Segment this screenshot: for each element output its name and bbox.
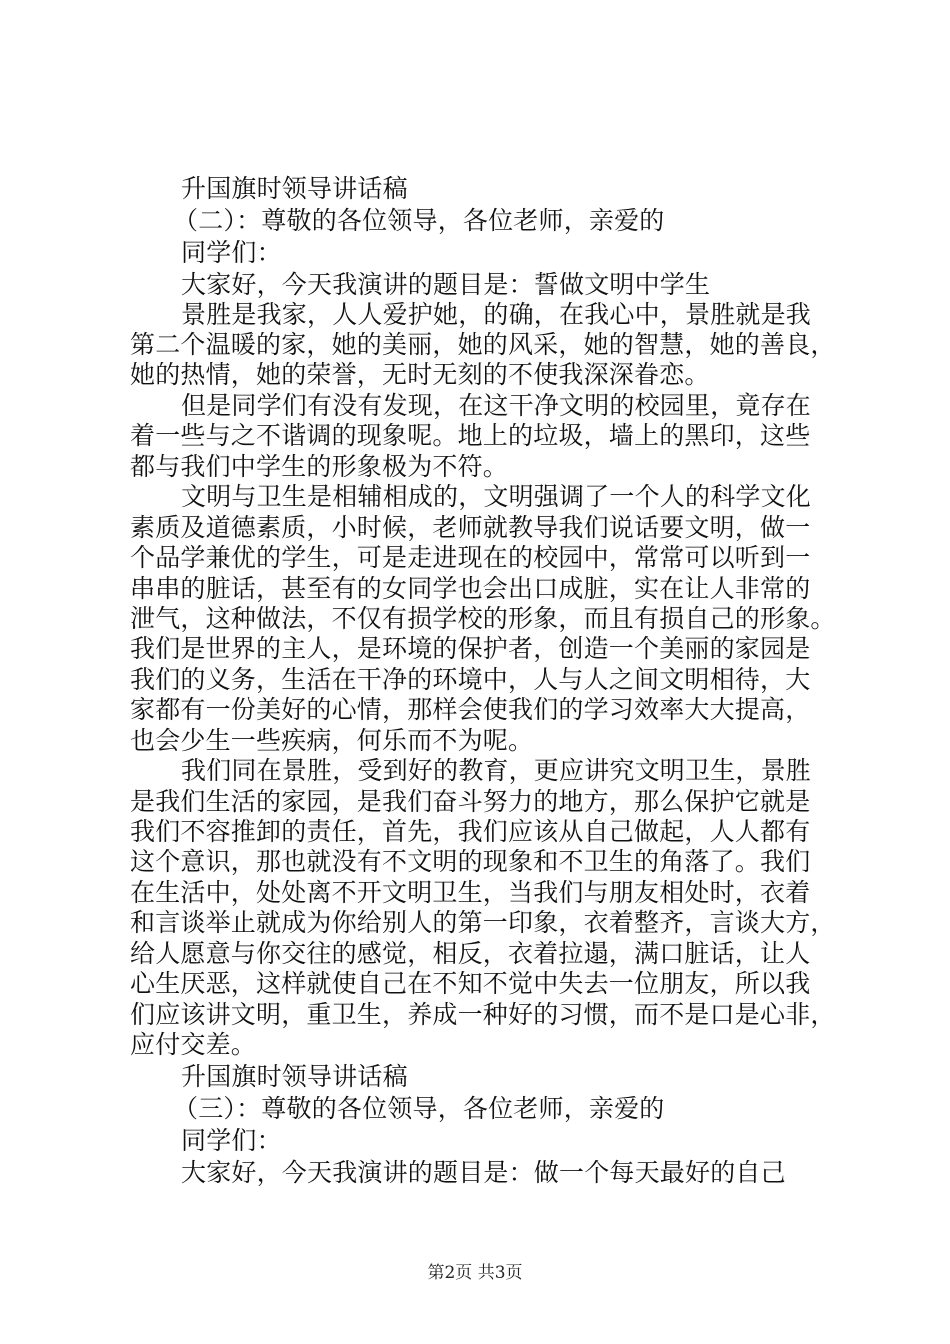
- text-line: 是我们生活的家园，是我们奋斗努力的地方，那么保护它就是: [130, 787, 811, 816]
- page-number-footer: 第2页 共3页: [427, 1263, 523, 1283]
- text-line: 个品学兼优的学生，可是走进现在的校园中，常常可以听到一: [130, 543, 811, 572]
- text-line: 她的热情，她的荣誉，无时无刻的不使我深深眷恋。: [130, 360, 710, 389]
- text-line: 大家好，今天我演讲的题目是：誓做文明中学生: [181, 270, 711, 299]
- text-line: 们应该讲文明，重卫生，养成一种好的习惯，而不是口是心非，: [130, 1000, 836, 1029]
- text-line: （三）：尊敬的各位领导，各位老师，亲爱的: [173, 1094, 665, 1123]
- text-line: 同学们：: [181, 1126, 282, 1155]
- text-line: 我们不容推卸的责任，首先，我们应该从自己做起，人人都有: [130, 817, 811, 846]
- text-line: 和言谈举止就成为你给别人的第一印象，衣着整齐，言谈大方，: [130, 908, 836, 937]
- text-line: 同学们：: [181, 238, 282, 267]
- text-line: 这个意识，那也就没有不文明的现象和不卫生的角落了。我们: [130, 847, 811, 876]
- text-line: 但是同学们有没有发现，在这干净文明的校园里，竟存在: [181, 391, 812, 420]
- text-line: 我们是世界的主人，是环境的保护者，创造一个美丽的家园是: [130, 634, 811, 663]
- text-line: 我们同在景胜，受到好的教育，更应讲究文明卫生，景胜: [181, 756, 812, 785]
- text-line: 升国旗时领导讲话稿: [181, 174, 408, 203]
- text-line: 我们的义务，生活在干净的环境中，人与人之间文明相待，大: [130, 665, 811, 694]
- text-line: 都与我们中学生的形象极为不符。: [130, 452, 509, 481]
- text-line: 大家好，今天我演讲的题目是：做一个每天最好的自己: [181, 1158, 786, 1187]
- text-line: 也会少生一些疾病，何乐而不为呢。: [130, 726, 534, 755]
- text-line: 着一些与之不谐调的现象呢。地上的垃圾，墙上的黑印，这些: [130, 421, 811, 450]
- text-line: 泄气，这种做法，不仅有损学校的形象，而且有损自己的形象。: [130, 604, 836, 633]
- text-line: 景胜是我家，人人爱护她，的确，在我心中，景胜就是我: [181, 300, 812, 329]
- text-line: 素质及道德素质，小时候，老师就教导我们说话要文明，做一: [130, 513, 811, 542]
- text-line: 在生活中，处处离不开文明卫生，当我们与朋友相处时，衣着: [130, 878, 811, 907]
- text-line: 文明与卫生是相辅相成的，文明强调了一个人的科学文化: [181, 482, 812, 511]
- text-line: 给人愿意与你交往的感觉，相反，衣着拉遢，满口脏话，让人: [130, 939, 811, 968]
- text-line: 升国旗时领导讲话稿: [181, 1062, 408, 1091]
- text-line: （二）：尊敬的各位领导，各位老师，亲爱的: [173, 206, 665, 235]
- text-line: 第二个温暖的家，她的美丽，她的风采，她的智慧，她的善良，: [130, 330, 836, 359]
- text-line: 家都有一份美好的心情，那样会使我们的学习效率大大提高，: [130, 695, 811, 724]
- text-line: 串串的脏话，甚至有的女同学也会出口成脏，实在让人非常的: [130, 574, 811, 603]
- text-line: 应付交差。: [130, 1030, 257, 1059]
- text-line: 心生厌恶，这样就使自己在不知不觉中失去一位朋友，所以我: [130, 969, 811, 998]
